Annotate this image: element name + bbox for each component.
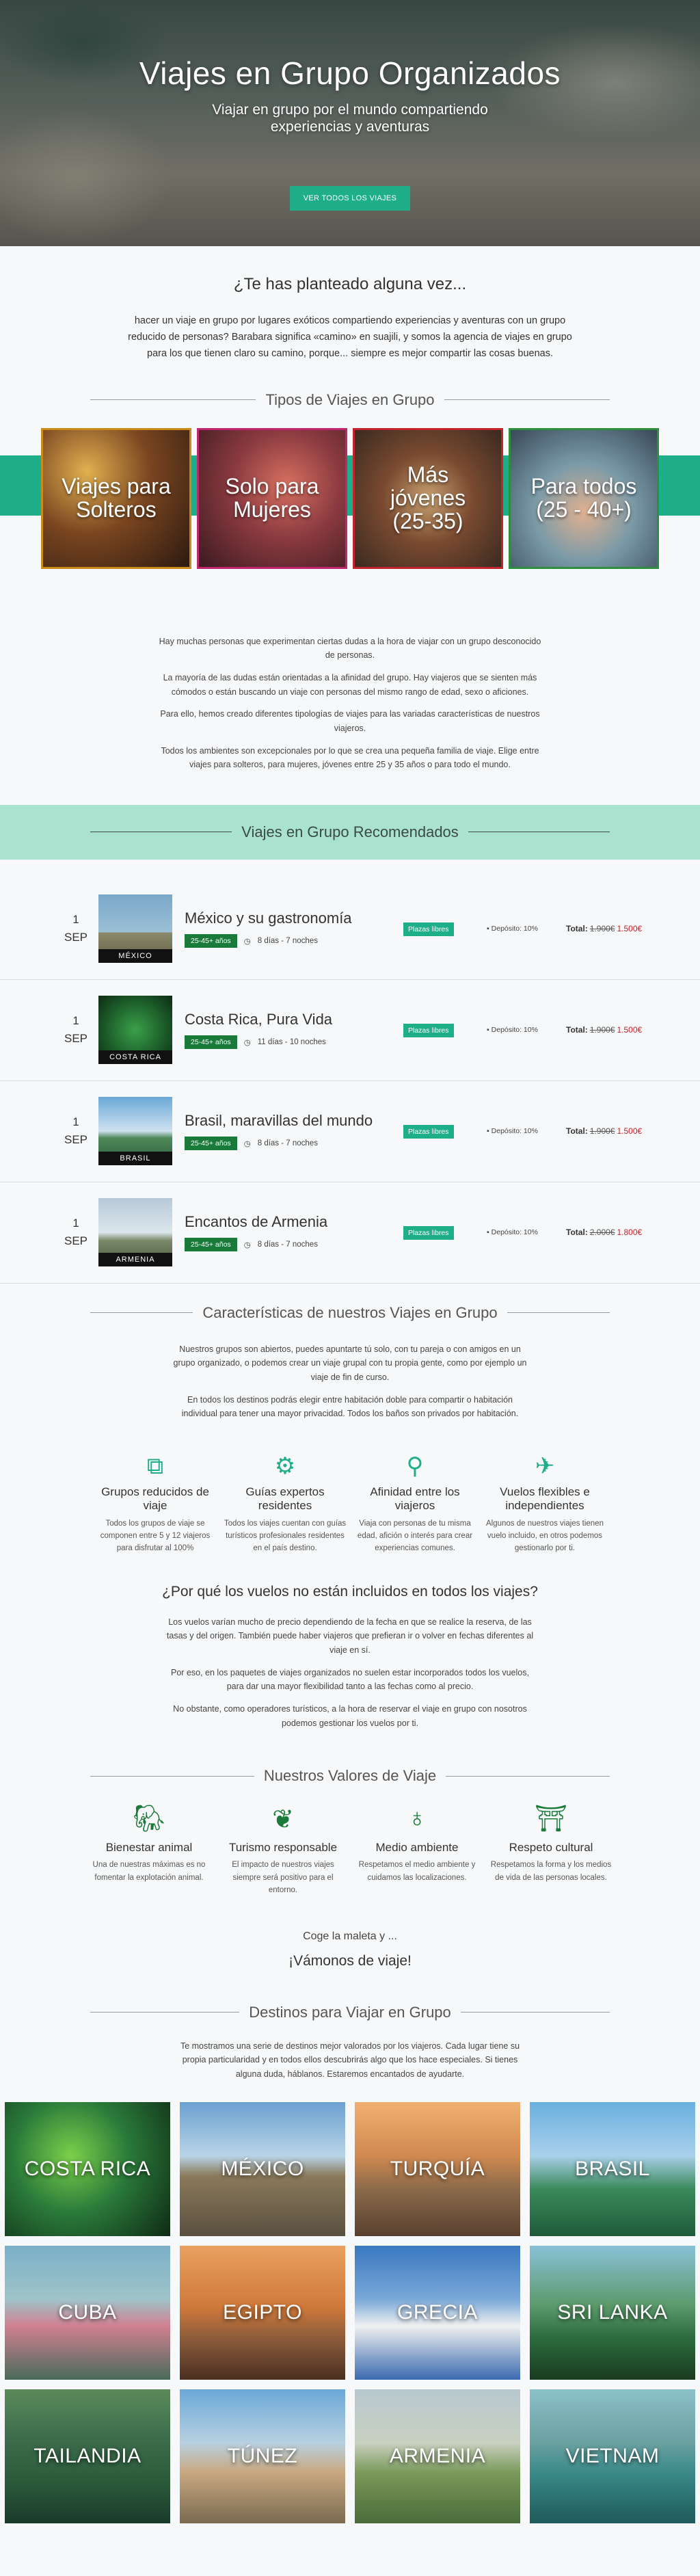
recommended-title: Viajes en Grupo Recomendados (241, 823, 459, 840)
type-card-jovenes[interactable]: Más jóvenes (25-35) (353, 428, 503, 569)
values-title: Nuestros Valores de Viaje (263, 1767, 437, 1785)
snorkel-icon: ⚲ (406, 1452, 424, 1479)
plane-ticket-icon: ✈ (535, 1452, 555, 1479)
value-animal-welfare: 🐘︎ Bienestar animal Una de nuestras máximas es no fomentar la explotación animal. (88, 1804, 211, 1896)
trip-date: 1 SEP (64, 1115, 88, 1147)
trip-thumbnail[interactable]: COSTA RICA (98, 996, 172, 1064)
plant-hands-icon: ❦ (272, 1805, 294, 1835)
trip-price: Total: 1.900€ 1.500€ (566, 1025, 643, 1035)
deposit-icon: ▪ (487, 1026, 492, 1035)
flights-section (0, 1584, 700, 1730)
clock-icon: ◷ (243, 938, 251, 946)
trip-date: 1 SEP (64, 1013, 88, 1046)
flights-p2: Por eso, en los paquetes de viajes organizados no suelen estar incorporados todos los vuelos, para dar una mayor flexibilidad tanto a las fechas como al precio. (171, 1667, 529, 1692)
destination-cuba[interactable]: CUBA (5, 2246, 170, 2380)
trip-duration: 11 días - 10 noches (257, 1038, 326, 1047)
values-section (0, 1767, 700, 1974)
group-icon: ⧉ (146, 1452, 164, 1479)
destination-brasil[interactable]: BRASIL (530, 2102, 695, 2236)
flights-p3: No obstante, como operadores turísticos, a la hora de reservar el viaje en grupo con nosotros podemos gestionar los vuelos por ti. (173, 1703, 527, 1728)
trip-price: Total: 2.000€ 1.800€ (566, 1227, 643, 1238)
trip-types-section (0, 391, 700, 592)
about-p3: Para ello, hemos creado diferentes tipologías de viajes para las variadas características de nuestros viajeros. (160, 709, 540, 733)
deposit-icon: ▪ (487, 925, 492, 933)
flights-p1: Los vuelos varían mucho de precio dependiendo de la fecha en que se realice la reserva, de las tasas y del origen. También puede haber viajeros que prefieran ir o volver en fechas diferentes al viaje en sí. (166, 1617, 534, 1656)
trip-name[interactable]: Brasil, maravillas del mundo (185, 1112, 373, 1130)
trip-date: 1 SEP (64, 912, 88, 944)
destination-costa-rica[interactable]: COSTA RICA (5, 2102, 170, 2236)
deposit-text: Depósito: 10% (491, 925, 538, 933)
trip-row[interactable] (0, 1081, 700, 1182)
about-text (159, 635, 541, 772)
intro-heading: ¿Te has planteado alguna vez... (233, 275, 467, 293)
age-badge: 25-45+ años (185, 934, 237, 948)
deposit-icon: ▪ (487, 1127, 492, 1136)
view-all-trips-button[interactable]: VER TODOS LOS VIAJES (290, 186, 410, 211)
type-card-solteros[interactable]: Viajes para Solteros (41, 428, 191, 569)
hero-subtitle: Viajar en grupo por el mundo compartiendo experiencias y aventuras (212, 102, 488, 135)
features-section (0, 1304, 700, 1555)
trip-name[interactable]: Encantos de Armenia (185, 1213, 328, 1231)
trip-date: 1 SEP (64, 1216, 88, 1248)
coge-text: Coge la maleta y ... (303, 1930, 397, 1943)
trip-thumbnail[interactable]: MÉXICO (98, 894, 172, 963)
trip-thumbnail[interactable]: BRASIL (98, 1097, 172, 1165)
age-badge: 25-45+ años (185, 1238, 237, 1251)
guide-icon: ⚙ (274, 1452, 296, 1479)
destination-tailandia[interactable]: TAILANDIA (5, 2389, 170, 2523)
trip-duration: 8 días - 7 noches (257, 1139, 318, 1148)
deposit-text: Depósito: 10% (491, 1228, 538, 1237)
destination-grecia[interactable]: GRECIA (355, 2246, 520, 2380)
plazas-badge: Plazas libres (403, 922, 454, 936)
trip-types-title: Tipos de Viajes en Grupo (90, 391, 610, 409)
features-p2: En todos los destinos podrás elegir entre habitación doble para compartir o habitación individual para tener una mayor privacidad. Todos los baños son privados por habitación. (181, 1394, 519, 1419)
trip-name[interactable]: Costa Rica, Pura Vida (185, 1011, 333, 1028)
intro-section (0, 246, 700, 362)
destinations-text: Te mostramos una serie de destinos mejor valorados por los viajeros. Cada lugar tiene su propia particularidad y en todos ellos descubrirás algo que los hace especiales. Si tienes alguna duda, háblanos. Estaremos encantados de ayudarte. (180, 2041, 520, 2079)
about-p1: Hay muchas personas que experimentan ciertas dudas a la hora de viajar con un grupo desconocido de personas. (159, 636, 541, 661)
deposit-text: Depósito: 10% (491, 1127, 538, 1136)
clock-icon: ◷ (243, 1241, 251, 1250)
intro-text: hacer un viaje en grupo por lugares exóticos compartiendo experiencias y aventuras con un grupo reducido de personas? Barabara significa «camino» en suajili, y somos la agencia de viajes en grupo para los que tienen claro su camino, porque... siempre es mejor compartir las cosas buenas. (128, 315, 572, 359)
hero-banner (0, 0, 700, 246)
features-p1: Nuestros grupos son abiertos, puedes apuntarte tú solo, con tu pareja o con amigos en un grupo organizado, o podemos crear un viaje grupal con tu propia gente, como por ejemplo un viaje de fin de curso. (173, 1344, 527, 1383)
trip-thumbnail[interactable]: ARMENIA (98, 1198, 172, 1266)
trip-duration: 8 días - 7 noches (257, 1240, 318, 1249)
type-card-mujeres[interactable]: Solo para Mujeres (197, 428, 347, 569)
earth-icon: ♁ (407, 1804, 427, 1833)
trip-row[interactable] (0, 879, 700, 980)
destination-tunez[interactable]: TÚNEZ (180, 2389, 345, 2523)
elephant-icon: 🐘︎ (132, 1805, 166, 1834)
clock-icon: ◷ (243, 1140, 251, 1149)
trip-row[interactable] (0, 1182, 700, 1284)
destination-egipto[interactable]: EGIPTO (180, 2246, 345, 2380)
vamonos-text: ¡Vámonos de viaje! (288, 1952, 412, 1969)
feature-affinity: ⚲ Afinidad entre los viajeros Viaja con personas de tu misma edad, afición o interés para crear experiencias comunes. (351, 1451, 479, 1555)
trip-row[interactable] (0, 980, 700, 1081)
trip-list (0, 879, 700, 1284)
plazas-badge: Plazas libres (403, 1024, 454, 1037)
destinations-title: Destinos para Viajar en Grupo (249, 2003, 451, 2021)
trip-name[interactable]: México y su gastronomía (185, 909, 352, 927)
destination-vietnam[interactable]: VIETNAM (530, 2389, 695, 2523)
deposit-icon: ▪ (487, 1228, 492, 1237)
type-card-todos[interactable]: Para todos (25 - 40+) (509, 428, 659, 569)
plazas-badge: Plazas libres (403, 1125, 454, 1139)
clock-icon: ◷ (243, 1039, 251, 1048)
flights-heading: ¿Por qué los vuelos no están incluidos en todos los viajes? (162, 1583, 538, 1599)
value-environment: ♁ Medio ambiente Respetamos el medio ambiente y cuidamos las localizaciones. (355, 1804, 479, 1896)
about-p4: Todos los ambientes son excepcionales por lo que se crea una pequeña familia de viaje. Elige entre viajes para solteros, para mujeres, jóvenes entre 25 y 35 años o para todo el mundo. (161, 745, 539, 770)
trip-duration: 8 días - 7 noches (257, 937, 318, 946)
destination-sri-lanka[interactable]: SRI LANKA (530, 2246, 695, 2380)
age-badge: 25-45+ años (185, 1035, 237, 1049)
feature-expert-guides: ⚙ Guías expertos residentes Todos los viajes cuentan con guías turísticos profesionales residentes en el país destino. (221, 1451, 349, 1555)
trip-price: Total: 1.900€ 1.500€ (566, 924, 643, 934)
destination-turquia[interactable]: TURQUÍA (355, 2102, 520, 2236)
destination-armenia[interactable]: ARMENIA (355, 2389, 520, 2523)
temple-icon: ⛩ (534, 1805, 568, 1834)
recommended-header (0, 805, 700, 860)
destination-mexico[interactable]: MÉXICO (180, 2102, 345, 2236)
age-badge: 25-45+ años (185, 1137, 237, 1150)
destinations-section (0, 2004, 700, 2530)
hero-title: Viajes en Grupo Organizados (139, 55, 561, 91)
trip-price: Total: 1.900€ 1.500€ (566, 1126, 643, 1137)
features-title: Características de nuestros Viajes en Grupo (202, 1303, 498, 1321)
about-p2: La mayoría de las dudas están orientadas a la afinidad del grupo. Hay viajeros que se sienten más cómodos o están buscando un viaje con personas del mismo rango de edad, sexo o aficiones. (163, 673, 537, 697)
plazas-badge: Plazas libres (403, 1226, 454, 1240)
feature-flexible-flights: ✈ Vuelos flexibles e independientes Algunos de nuestros viajes tienen vuelo incluido, en otros podemos gestionarlo por ti. (481, 1451, 608, 1555)
feature-small-groups: ⧉ Grupos reducidos de viaje Todos los grupos de viaje se componen entre 5 y 12 viajeros para disfrutar al 100% (92, 1451, 219, 1555)
deposit-text: Depósito: 10% (491, 1026, 538, 1035)
value-responsible-tourism: ❦ Turismo responsable El impacto de nuestros viajes siempre será positivo para el entorno. (221, 1804, 345, 1896)
value-cultural-respect: ⛩ Respeto cultural Respetamos la forma y los medios de vida de las personas locales. (490, 1805, 612, 1882)
